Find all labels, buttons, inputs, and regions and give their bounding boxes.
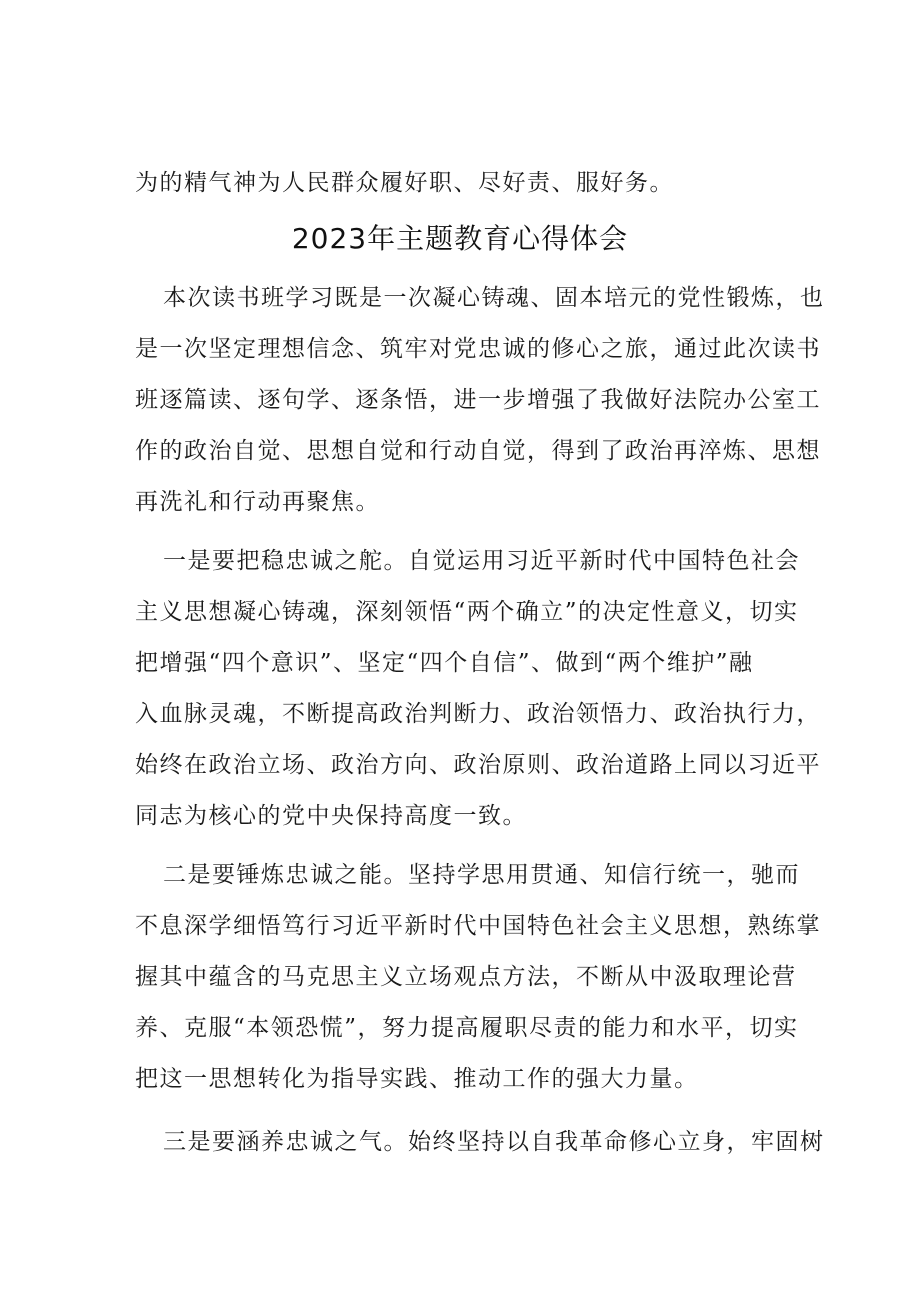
paragraph-line: 握其中蕴含的马克思主义立场观点方法，不断从中汲取理论营 bbox=[135, 964, 797, 990]
paragraph-line: 三是要涵养忠诚之气。始终坚持以自我革命修心立身，牢固树 bbox=[163, 1129, 825, 1155]
paragraph-3 bbox=[135, 850, 821, 1105]
document-title: 2023年主题教育心得体会 bbox=[291, 222, 629, 255]
document-body bbox=[135, 158, 825, 1168]
paragraph-line: 作的政治自觉、思想自觉和行动自觉，得到了政治再淬炼、思想 bbox=[135, 438, 821, 464]
paragraph-1 bbox=[135, 273, 825, 528]
paragraph-line: 是一次坚定理想信念、筑牢对党忠诚的修心之旅，通过此次读书 bbox=[135, 336, 821, 362]
paragraph-2 bbox=[135, 536, 821, 842]
paragraph-line: 始终在政治立场、政治方向、政治原则、政治道路上同以习近平 bbox=[135, 752, 821, 778]
paragraph-line: 主义思想凝心铸魂，深刻领悟“两个确立”的决定性意义，切实 bbox=[135, 599, 799, 625]
paragraph-line: 本次读书班学习既是一次凝心铸魂、固本培元的党性锻炼，也 bbox=[163, 285, 825, 311]
paragraph-line: 养、克服“本领恐慌”，努力提高履职尽责的能力和水平，切实 bbox=[135, 1015, 799, 1041]
paragraph-line: 同志为核心的党中央保持高度一致。 bbox=[135, 803, 527, 829]
paragraph-4 bbox=[135, 1117, 825, 1168]
paragraph-line: 不息深学细悟笃行习近平新时代中国特色社会主义思想，熟练掌 bbox=[135, 913, 821, 939]
paragraph-line: 二是要锤炼忠诚之能。坚持学思用贯通、知信行统一，驰而 bbox=[163, 862, 800, 888]
paragraph-line: 一是要把稳忠诚之舵。自觉运用习近平新时代中国特色社会 bbox=[163, 548, 800, 574]
paragraph-line: 再洗礼和行动再聚焦。 bbox=[135, 489, 380, 515]
paragraph-line: 把这一思想转化为指导实践、推动工作的强大力量。 bbox=[135, 1066, 699, 1092]
paragraph-line: 把增强“四个意识”、坚定“四个自信”、做到“两个维护”融 bbox=[135, 650, 754, 676]
paragraph-line: 班逐篇读、逐句学、逐条悟，进一步增强了我做好法院办公室工 bbox=[135, 387, 821, 413]
paragraph-line: 入血脉灵魂，不断提高政治判断力、政治领悟力、政治执行力， bbox=[135, 701, 821, 727]
intro-fragment: 为的精气神为人民群众履好职、尽好责、服好务。 bbox=[135, 170, 674, 196]
